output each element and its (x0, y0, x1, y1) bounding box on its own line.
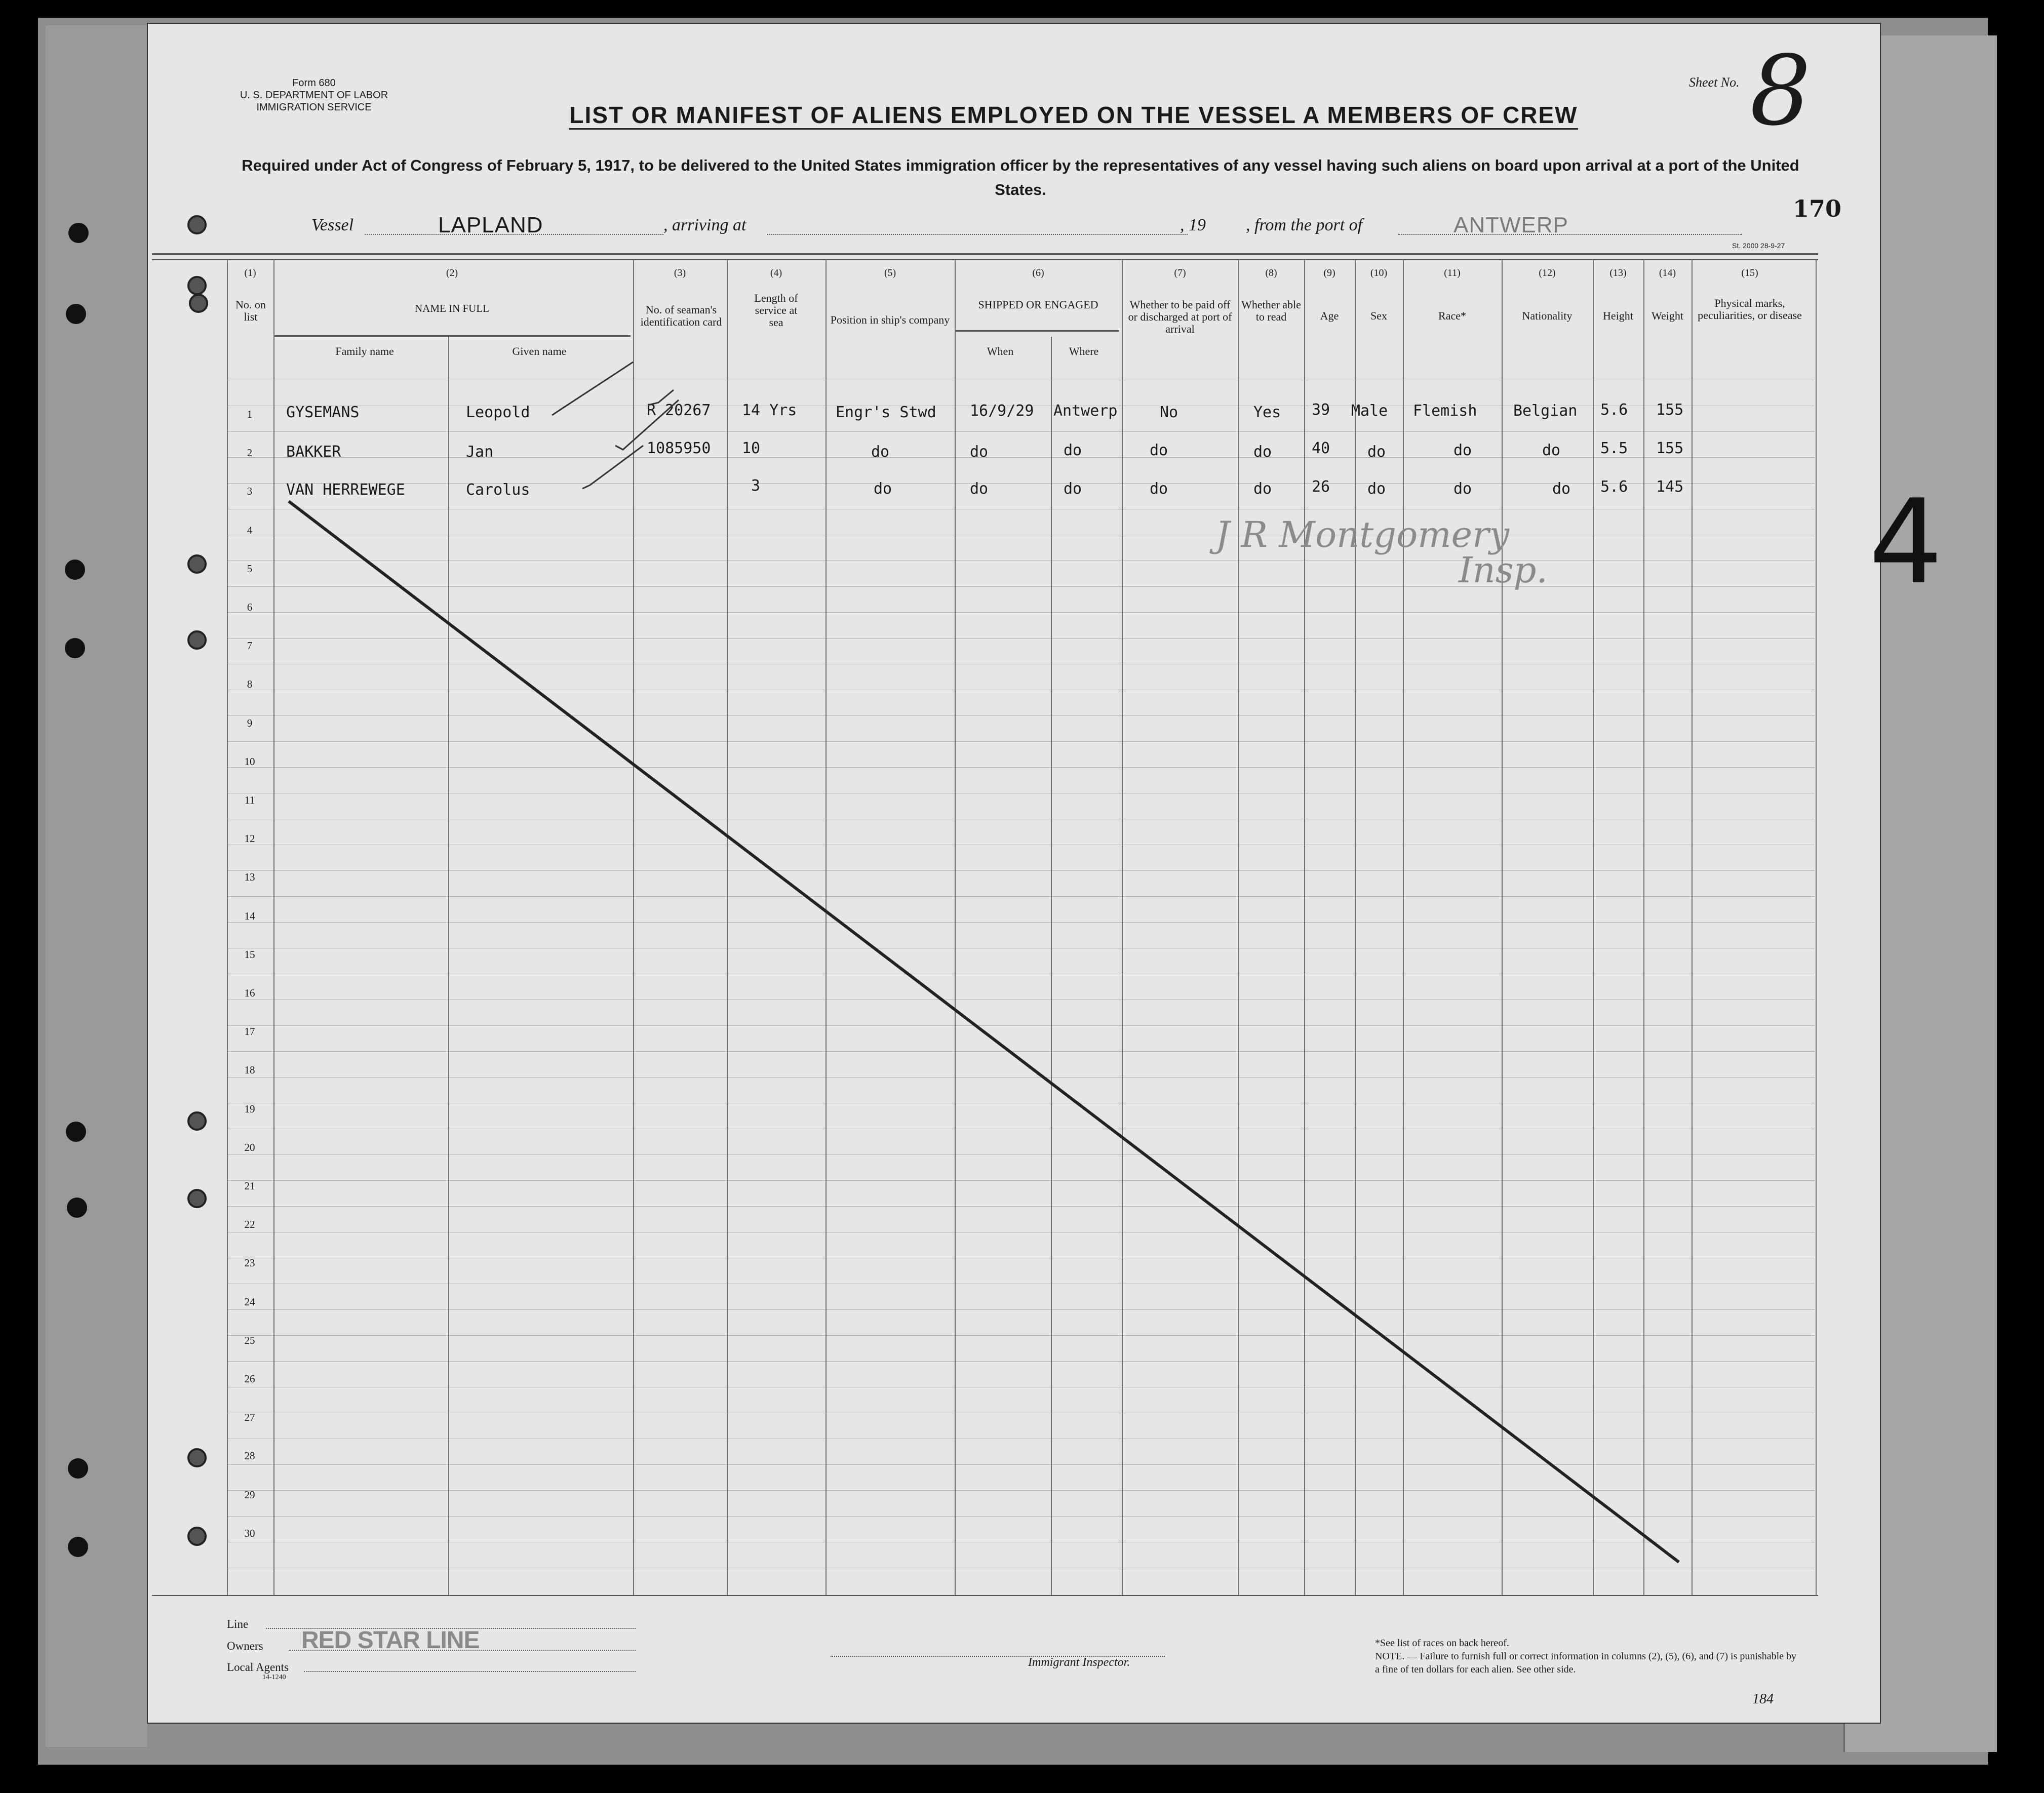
printer-stamp: St. 2000 28-9-27 (1732, 242, 1785, 250)
cell-nationality: do (1542, 442, 1561, 459)
cell-paid-off: do (1150, 480, 1168, 498)
row-number: 16 (244, 987, 255, 999)
row-number: 10 (244, 755, 255, 768)
year-label: , 19 (1180, 216, 1206, 234)
row-number: 20 (244, 1141, 255, 1153)
col10-number: (10) (1370, 267, 1388, 278)
row-number: 29 (244, 1488, 255, 1501)
header-length-of-service: Length of service at sea (754, 292, 798, 329)
header-where: Where (1069, 345, 1099, 357)
sheet-number: 8 (1750, 35, 1811, 147)
page-number: 170 (1793, 195, 1842, 222)
cell-weight: 155 (1656, 440, 1684, 457)
margin-mark: 4 (1869, 475, 1943, 610)
vessel-label: Vessel (311, 216, 354, 234)
bottom-page-number: 184 (1752, 1691, 1774, 1707)
inspector-signature-title: Insp. (1459, 549, 1548, 591)
check-mark (552, 362, 633, 415)
page-title: LIST OR MANIFEST OF ALIENS EMPLOYED ON THE VESSEL A MEMBERS OF CREW (415, 101, 1732, 129)
cell-when: 16/9/29 (970, 402, 1034, 420)
row-number: 23 (244, 1257, 255, 1269)
col11-number: (11) (1444, 267, 1461, 278)
cell-paid-off: No (1160, 404, 1178, 421)
row-number: 25 (244, 1334, 255, 1346)
cell-when: do (970, 480, 989, 498)
cell-service: 10 (742, 440, 761, 457)
row-number: 2 (247, 447, 253, 459)
cell-read: Yes (1253, 404, 1281, 421)
header-physical-marks: Physical marks, peculiarities, or disease (1698, 297, 1802, 322)
row-number: 14 (244, 909, 255, 922)
cell-card-number: 1085950 (647, 440, 711, 457)
cell-sex: do (1367, 480, 1386, 498)
note-fine: NOTE. — Failure to furnish full or correct information in columns (2), (5), (6), and (7) is punishable by a fine of ten dollars for each alien. See other side. (1375, 1651, 1797, 1675)
header-race: Race* (1438, 309, 1466, 322)
footer-note (1375, 1637, 1800, 1676)
header-when: When (987, 345, 1014, 357)
row-number: 19 (244, 1102, 255, 1115)
col9-number: (9) (1323, 267, 1335, 278)
cell-height: 5.5 (1600, 440, 1628, 457)
check-mark (648, 390, 674, 405)
cell-position: do (874, 480, 892, 498)
col13-number: (13) (1609, 267, 1627, 278)
arriving-label: , arriving at (663, 216, 746, 234)
cell-family-name: VAN HERREWEGE (286, 481, 405, 499)
footer-agents-label: Local Agents (227, 1661, 289, 1674)
row-number: 6 (247, 601, 253, 613)
cell-where: Antwerp (1053, 402, 1118, 420)
row-number: 21 (244, 1180, 255, 1192)
col7-number: (7) (1174, 267, 1186, 278)
cell-age: 26 (1312, 478, 1330, 496)
cell-service: 3 (751, 477, 761, 495)
cell-weight: 155 (1656, 401, 1684, 419)
note-races: *See list of races on back hereof. (1375, 1638, 1509, 1649)
header-weight: Weight (1652, 309, 1683, 322)
cell-age: 40 (1312, 440, 1330, 457)
cell-given-name: Carolus (466, 481, 530, 499)
header-able-to-read: Whether able to read (1241, 298, 1301, 323)
row-number: 27 (244, 1411, 255, 1424)
cell-when: do (970, 443, 989, 461)
cell-position: do (871, 443, 890, 461)
cell-read: do (1253, 480, 1272, 498)
sheet-label: Sheet No. (1689, 75, 1740, 90)
port-name: ANTWERP (1453, 213, 1568, 237)
col6-number: (6) (1032, 267, 1044, 278)
page-subtitle: Required under Act of Congress of February 5, 1917, to be delivered to the United States immigration officer by the representatives of any vessel having such aliens on board upon arrival at a port of the United States. (242, 156, 1799, 198)
row-number: 22 (244, 1218, 255, 1231)
immigrant-inspector-label: Immigrant Inspector. (1028, 1656, 1130, 1669)
footer-agents (227, 1661, 289, 1681)
header-seaman-card: No. of seaman's identification card (640, 303, 722, 328)
inspector-signature: J R Montgomery (1215, 514, 1510, 555)
footer-agents-dotline (304, 1671, 636, 1672)
header-position: Position in ship's company (830, 313, 950, 326)
cell-given-name: Jan (466, 443, 494, 461)
cell-race: do (1453, 442, 1472, 459)
cell-age: 39 (1312, 401, 1330, 419)
cell-sex: do (1367, 443, 1386, 461)
col12-number: (12) (1539, 267, 1556, 278)
col8-number: (8) (1265, 267, 1277, 278)
col4-number: (4) (770, 267, 782, 278)
footer-owners-label: Owners (227, 1640, 263, 1652)
cell-service: 14 Yrs (742, 402, 797, 419)
cell-nationality: Belgian (1513, 402, 1578, 420)
header-height: Height (1603, 309, 1633, 322)
col5-number: (5) (884, 267, 896, 278)
row-number: 13 (244, 871, 255, 884)
header-shipped-or-engaged: SHIPPED OR ENGAGED (978, 298, 1098, 311)
form-service: IMMIGRATION SERVICE (256, 102, 372, 113)
col1-number: (1) (244, 267, 256, 278)
check-mark (615, 400, 679, 450)
cell-card-number: R 20267 (647, 402, 711, 419)
header-nationality: Nationality (1522, 309, 1573, 322)
cell-given-name: Leopold (466, 404, 530, 421)
cancellation-line (289, 501, 1679, 1562)
row-number: 24 (244, 1295, 255, 1308)
form-number: Form 680 (292, 77, 336, 89)
cell-read: do (1253, 443, 1272, 461)
row-number: 17 (244, 1025, 255, 1038)
cell-height: 5.6 (1600, 401, 1628, 419)
row-number: 9 (247, 716, 253, 729)
header-no-on-list: No. on list (235, 298, 266, 323)
col2-number: (2) (446, 267, 458, 278)
row-number: 11 (244, 794, 255, 806)
row-number: 26 (244, 1373, 255, 1385)
row-number: 15 (244, 948, 255, 961)
vessel-name: LAPLAND (438, 213, 543, 237)
header-age: Age (1320, 309, 1339, 322)
row-number: 1 (247, 408, 253, 420)
row-number: 12 (244, 832, 255, 845)
header-paid-off: Whether to be paid off or discharged at port of arrival (1128, 298, 1232, 335)
form-department: U. S. DEPARTMENT OF LABOR (240, 90, 388, 101)
cell-race: Flemish (1413, 402, 1477, 420)
row-number: 3 (247, 485, 253, 498)
check-mark (582, 446, 643, 489)
row-number: 7 (247, 640, 253, 652)
row-number: 8 (247, 678, 253, 691)
cell-family-name: BAKKER (286, 443, 341, 461)
footer-agents-code: 14-1240 (262, 1674, 286, 1681)
col3-number: (3) (674, 267, 686, 278)
red-star-line-stamp: RED STAR LINE (301, 1627, 480, 1654)
col15-number: (15) (1741, 267, 1758, 278)
row-number: 30 (244, 1527, 255, 1539)
cell-family-name: GYSEMANS (286, 404, 360, 421)
col14-number: (14) (1659, 267, 1676, 278)
cell-paid-off: do (1150, 442, 1168, 459)
row-number: 5 (247, 562, 253, 575)
row-number: 4 (247, 524, 253, 536)
cell-where: do (1064, 480, 1082, 498)
header-name-in-full: NAME IN FULL (415, 302, 489, 314)
header-family-name: Family name (335, 345, 394, 357)
row-number: 28 (244, 1450, 255, 1462)
header-sex: Sex (1370, 309, 1387, 322)
port-label: , from the port of (1246, 216, 1363, 234)
cell-height: 5.6 (1600, 478, 1628, 496)
footer-line-label: Line (227, 1618, 249, 1630)
cell-weight: 145 (1656, 478, 1684, 496)
cell-position: Engr's Stwd (836, 404, 936, 421)
cell-nationality: do (1552, 480, 1571, 498)
header-given-name: Given name (512, 345, 567, 357)
row-number: 18 (244, 1064, 255, 1077)
cell-where: do (1064, 442, 1082, 459)
cell-race: do (1453, 480, 1472, 498)
cell-sex: Male (1351, 402, 1388, 420)
